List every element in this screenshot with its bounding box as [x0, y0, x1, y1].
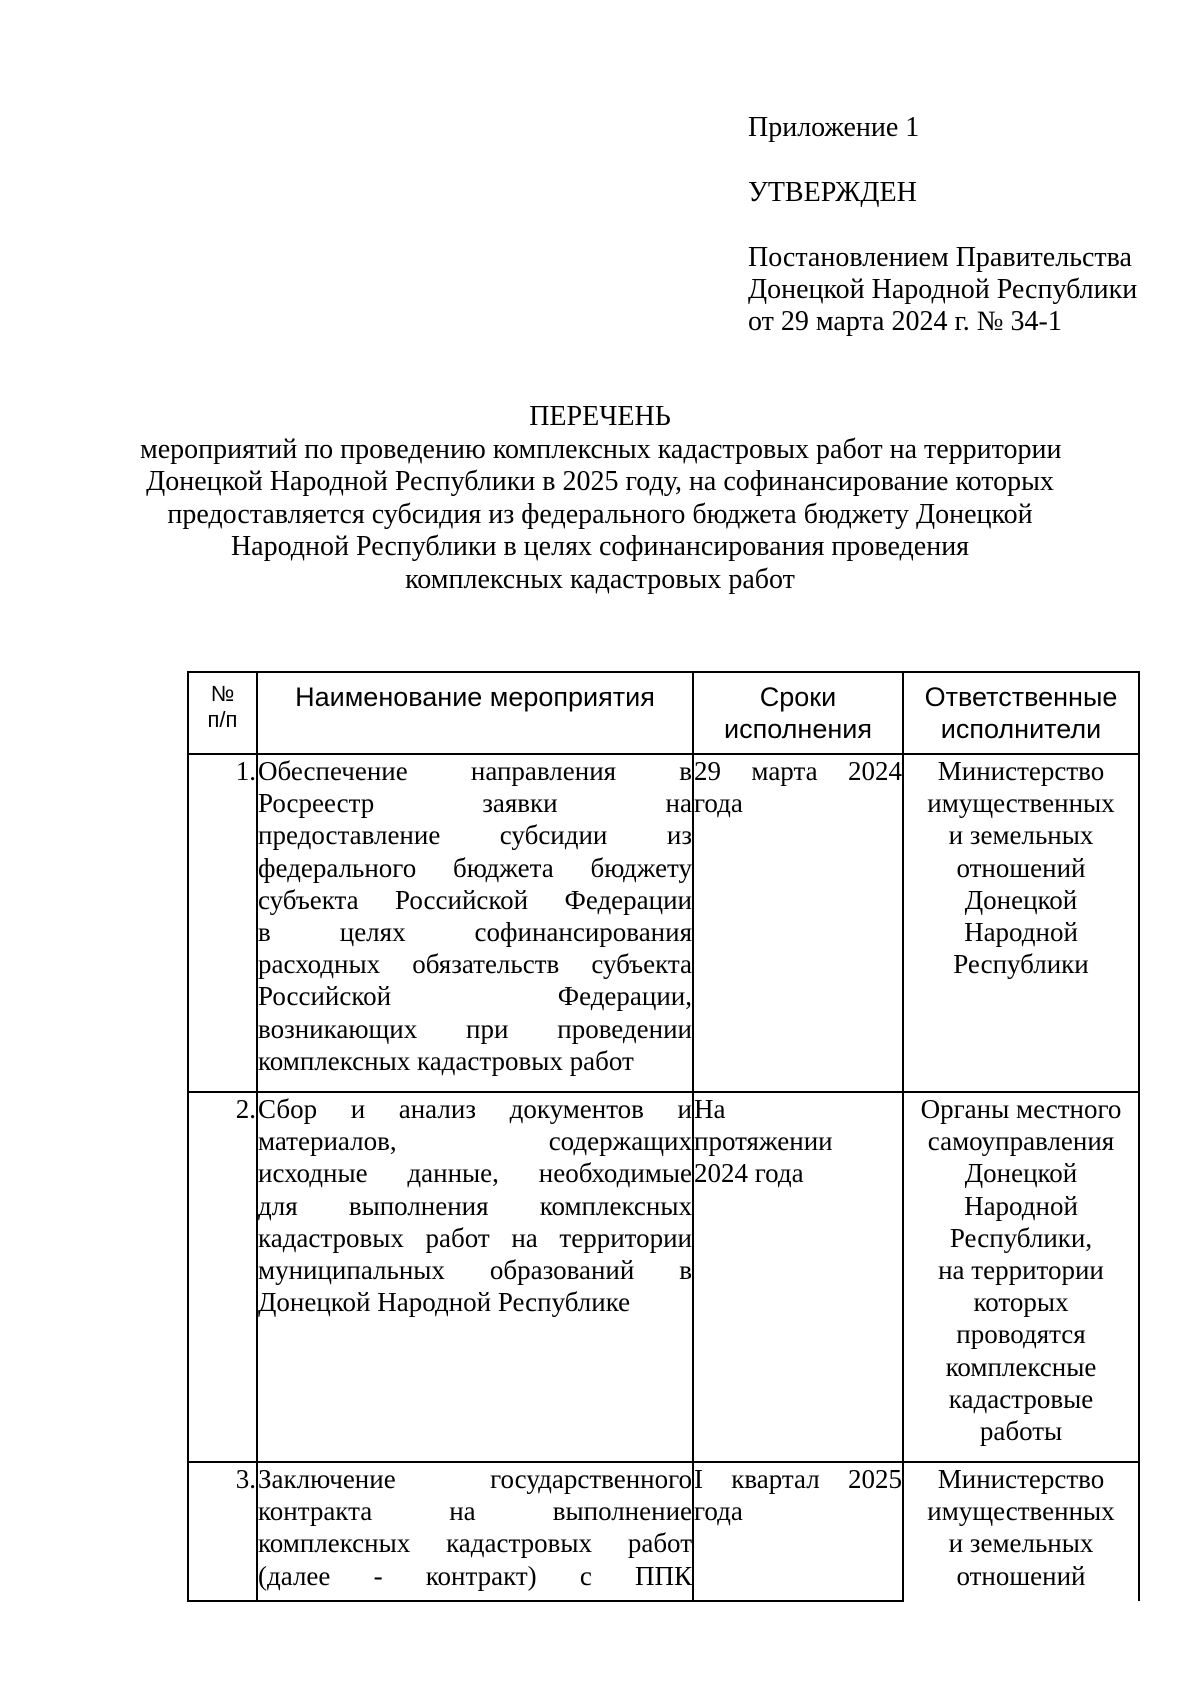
row-number: 1. [188, 754, 257, 1092]
responsible-line: и земельных [948, 820, 1094, 851]
spacer [748, 144, 1137, 177]
title-line: Донецкой Народной Республики в 2025 году, на софинансирование которых [146, 466, 1054, 497]
measure-name [257, 1462, 693, 1601]
measure-name-line: в целях софинансирования [258, 917, 692, 948]
header-responsible [903, 672, 1139, 754]
measure-name-line: муниципальных образований в [258, 1255, 692, 1286]
responsible-line: Министерство [937, 756, 1105, 786]
row-number: 2. [188, 1092, 257, 1462]
approved-label: УТВЕРЖДЕН [748, 177, 917, 208]
table-row [188, 1092, 1139, 1462]
responsible-line: Министерство [937, 1464, 1105, 1494]
measure-name [257, 1092, 693, 1462]
deadline-line: года [694, 1496, 743, 1527]
approval-block [748, 112, 1137, 338]
table-row [188, 1462, 1139, 1601]
title-line: мероприятий по проведению комплексных кадастровых работ на территории [140, 433, 1062, 465]
decree-line: Донецкой Народной Республики [748, 274, 1138, 305]
measure-name-line: материалов, содержащих [258, 1126, 692, 1157]
responsible-line: отношений [956, 1560, 1086, 1591]
responsible-line: работы [979, 1416, 1063, 1447]
header-num [188, 672, 257, 754]
responsible-line: Донецкой [964, 1158, 1078, 1189]
responsible [903, 754, 1139, 1092]
table-header-row [188, 672, 1139, 754]
deadline-line: На [694, 1094, 726, 1124]
row-number: 3. [188, 1462, 257, 1601]
measure-name-line: Донецкой Народной Республике [258, 1287, 631, 1318]
responsible-line: на территории [938, 1255, 1104, 1286]
responsible-line: имущественных [927, 1496, 1115, 1527]
responsible-line: Народной [964, 1190, 1078, 1221]
responsible-line: проводятся [956, 1319, 1086, 1350]
document-title [140, 401, 1060, 596]
measure-name-line: субъекта Российской Федерации [258, 884, 692, 915]
responsible-line: комплексные [945, 1351, 1097, 1382]
measure-name-line: возникающих при проведении [258, 1013, 692, 1044]
measure-name-line: (далее - контракт) с ППК [258, 1560, 692, 1591]
responsible-line: кадастровые [948, 1383, 1094, 1414]
responsible-line: Донецкой [964, 884, 1078, 915]
title-line: Народной Республики в целях софинансирования проведения [230, 531, 970, 562]
responsible-line: самоуправления [927, 1126, 1115, 1157]
measure-name-line: Сбор и анализ документов и [258, 1094, 692, 1124]
header-deadline-label: Сроки [759, 682, 837, 712]
responsible [903, 1092, 1139, 1462]
responsible-line: Республики [953, 949, 1089, 980]
header-name [257, 672, 693, 754]
header-responsible-label: Ответственные [924, 682, 1118, 712]
decree-line: от 29 марта 2024 г. № 34-1 [748, 306, 1062, 337]
header-deadline [693, 672, 903, 754]
responsible-line: имущественных [927, 788, 1115, 819]
appendix-label: Приложение 1 [748, 112, 920, 143]
title-line: комплексных кадастровых работ [405, 563, 795, 595]
title-heading: ПЕРЕЧЕНЬ [529, 401, 671, 432]
table-row [188, 754, 1139, 1092]
measure-name-line: Российской Федерации, [258, 981, 692, 1012]
measure-name-line: Обеспечение направления в [258, 756, 692, 786]
responsible-line: Органы местного [920, 1094, 1122, 1124]
measure-name-line: Заключение государственного [258, 1464, 692, 1494]
responsible-line: Республики, [949, 1222, 1093, 1253]
deadline-line: года [694, 788, 743, 819]
measure-name-line: расходных обязательств субъекта [258, 949, 692, 980]
measure-name-line: исходные данные, необходимые [258, 1158, 692, 1189]
responsible-line: отношений [956, 852, 1086, 883]
measure-name-line: федерального бюджета бюджету [258, 852, 692, 883]
title-line: предоставляется субсидия из федерального бюджета бюджету Донецкой [167, 498, 1033, 530]
measure-name [257, 754, 693, 1092]
responsible-line: которых [973, 1287, 1069, 1318]
deadline-line: 2024 года [694, 1158, 804, 1189]
header-name-label: Наименование мероприятия [295, 682, 655, 712]
spacer [748, 209, 1137, 242]
measure-name-line: для выполнения комплексных [258, 1190, 692, 1221]
deadline [693, 1462, 903, 1601]
deadline-line: 29 марта 2024 [694, 756, 902, 786]
measure-name-line: кадастровых работ на территории [258, 1222, 692, 1253]
responsible [903, 1462, 1139, 1601]
deadline [693, 1092, 903, 1462]
deadline [693, 754, 903, 1092]
responsible-line: и земельных [948, 1528, 1094, 1559]
measures-table [187, 671, 1140, 1602]
measure-name-line: Росреестр заявки на [258, 788, 692, 819]
measure-name-line: предоставление субсидии из [258, 820, 692, 851]
header-num-abbr: п/п [207, 707, 238, 732]
header-num-symbol: № [210, 681, 235, 706]
header-responsible-label: исполнители [940, 714, 1102, 745]
measure-name-line: комплексных кадастровых работ [258, 1528, 692, 1559]
header-deadline-label: исполнения [724, 714, 872, 745]
deadline-line: протяжении [694, 1126, 833, 1157]
measure-name-line: комплексных кадастровых работ [258, 1045, 634, 1076]
measure-name-line: контракта на выполнение [258, 1496, 692, 1527]
responsible-line: Народной [964, 917, 1078, 948]
decree-line: Постановлением Правительства [748, 242, 1132, 273]
deadline-line: I квартал 2025 [694, 1464, 902, 1494]
